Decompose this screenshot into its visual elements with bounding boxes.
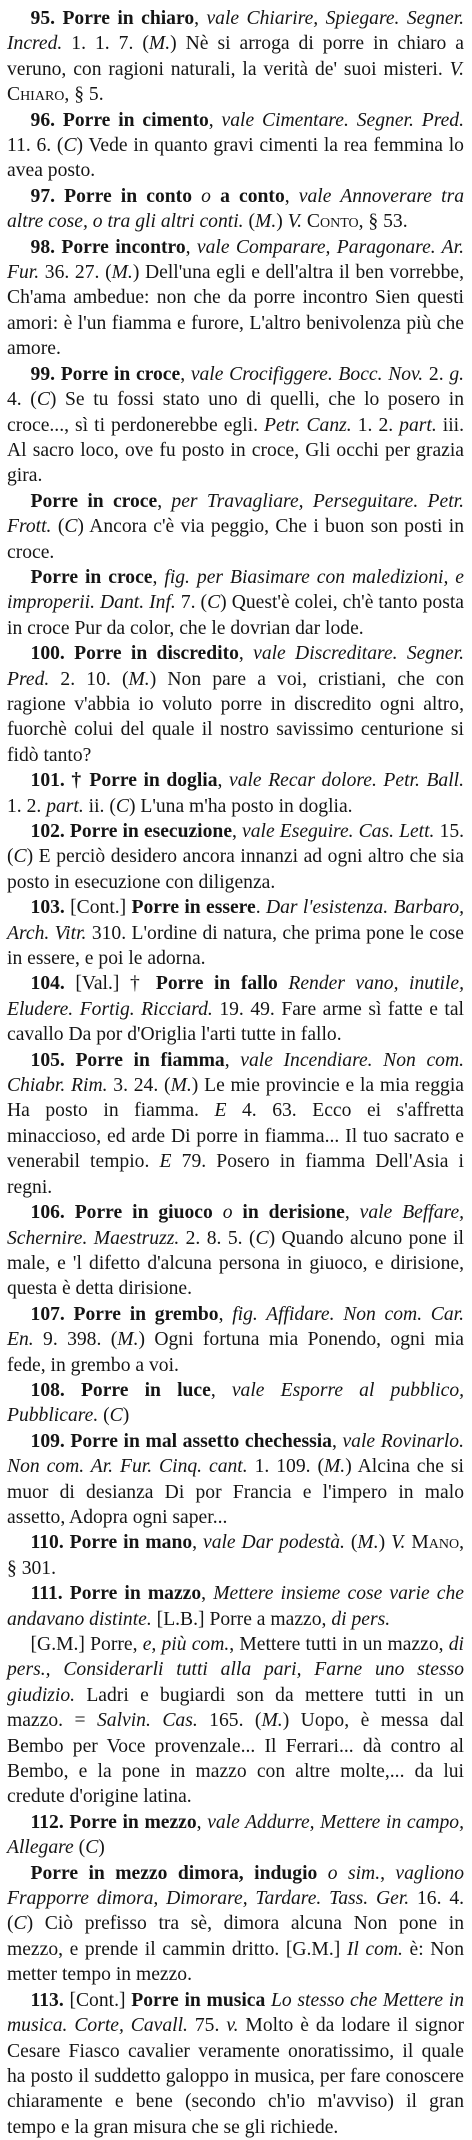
italic-text: C (85, 1837, 99, 1859)
entry-text: , (232, 821, 243, 842)
entry-number: 95. (30, 8, 63, 29)
dictionary-entry (7, 1200, 464, 1302)
entry-headword: Porre in esecuzione (69, 821, 233, 842)
italic-text: o (192, 185, 221, 207)
entry-number: 104. (30, 973, 76, 995)
italic-text: M. (261, 1710, 283, 1732)
italic-text: M. (111, 262, 133, 284)
entry-text: 1. 109. ( (247, 1456, 324, 1478)
italic-text: C (207, 592, 221, 614)
entry-headword: Porre incontro (61, 236, 186, 258)
entry-text: ) (98, 1837, 105, 1859)
entry-headword: Porre in grembo (73, 1303, 219, 1325)
entry-number: 113. (30, 1989, 70, 2011)
dictionary-entry (7, 1530, 464, 1581)
entry-text: 79. Posero in fiamma Dell'Asia i regni. (7, 1151, 464, 1198)
dictionary-entry (7, 565, 464, 641)
dictionary-entry (7, 6, 464, 108)
entry-number: 107. (30, 1303, 74, 1325)
italic-text: sim. (347, 1862, 381, 1884)
dictionary-entry (7, 819, 464, 895)
italic-text: vale Beffare, Schernire. Maestruzz. (7, 1202, 465, 1249)
entry-text: ) Ancora c'è via peggio, Che i buon son posti in croce. (7, 516, 464, 563)
entry-headword: Porre in mano (69, 1532, 193, 1554)
italic-text: C (63, 135, 77, 157)
italic-text: Salvin. Cas. (97, 1710, 198, 1732)
italic-text: Dar l'esistenza. Barbaro, Arch. Vitr. (7, 897, 465, 944)
italic-text: V. (287, 211, 303, 233)
entry-text: ) (276, 211, 288, 233)
entry-number: 96. (30, 109, 63, 131)
entry-number: 98. (30, 236, 62, 258)
entry-headword: Porre in croce (30, 566, 153, 588)
entry-text: , (192, 1532, 203, 1554)
italic-text: Il com. (346, 1938, 403, 1960)
dictionary-entry (7, 1632, 464, 1810)
entry-headword: Porre in doglia (89, 770, 218, 792)
italic-text: vale Crocifiggere. Bocc. Nov. (190, 363, 424, 385)
entry-text: 11. 6. ( (7, 135, 64, 157)
dictionary-entry (7, 895, 464, 971)
italic-text: vale Chiarire, Spiegare. Segner. Incred. (7, 8, 464, 55)
entry-headword: Porre in luce (80, 1379, 211, 1401)
entry-text: , (344, 1202, 360, 1224)
entry-number: 108. (30, 1379, 81, 1401)
entry-headword: in derisione (242, 1202, 345, 1224)
entry-headword: Porre in giuoco (74, 1202, 213, 1224)
entry-text: [Cont.] (69, 1989, 132, 2011)
dictionary-entry (7, 362, 464, 489)
italic-text: part. (46, 795, 84, 817)
entry-text: ) (378, 1532, 392, 1554)
entry-headword: Porre in essere (131, 897, 256, 919)
dictionary-entry (7, 1048, 464, 1200)
italic-text: vale Addurre, Mettere in campo, Allegare (7, 1811, 465, 1859)
italic-text: C (109, 1405, 123, 1427)
entry-headword: Porre in chiaro (62, 8, 195, 29)
entry-text: 2. 10. ( (49, 668, 129, 690)
entry-number: 100. (30, 643, 75, 665)
entry-text: , (331, 1430, 343, 1452)
entry-text: . (255, 897, 266, 919)
dictionary-entry (7, 1810, 464, 1861)
entry-text: [Cont.] (70, 897, 132, 919)
italic-text: M. (117, 1329, 139, 1351)
italic-text: vale Rovinarlo. Non com. Ar. Fur. Cinq. cant. (7, 1430, 464, 1478)
italic-text: E (159, 1151, 172, 1173)
entry-text: Molto è da lodare il signor Cesare Fiasco cavalier veramente onoratissimo, il quale ha posto il suddetto galoppo in musica, per fare conoscere chiaramente e bene (secondo ch'io m'avviso) il gran tempo e la gran misura che se gli richiede. (7, 2015, 464, 2138)
entry-text: 16. 4. ( (7, 1888, 465, 1935)
italic-text: e, più com. (142, 1634, 230, 1655)
entry-text: ( (73, 1837, 86, 1859)
entry-text: 165. ( (197, 1710, 262, 1732)
entry-text: 7. ( (175, 592, 208, 614)
italic-text: vale Eseguire. Cas. Lett. (242, 821, 435, 842)
cross-reference: Conto (302, 211, 359, 233)
entry-text: ) Ciò prefisso tra sè, dimora alcuna Non pone in mezzo, e prende il cammin dritto. [G.M.] (7, 1913, 464, 1960)
italic-text: Petr. Canz. (264, 414, 352, 436)
dictionary-entry (7, 108, 464, 184)
dictionary-entry (7, 971, 464, 1047)
entry-text: , (194, 8, 207, 29)
entry-text: 1. 2. (351, 414, 400, 436)
entry-text: 1. 2. (7, 795, 47, 817)
italic-text: C (115, 795, 129, 817)
entry-text (278, 973, 289, 994)
entry-text: , (210, 1379, 232, 1401)
italic-text: M. (128, 668, 150, 690)
italic-text: vagliono Frapporre dimora, Dimorare, Tardare. Tass. Ger. (7, 1862, 464, 1910)
entry-text: 75. (187, 2015, 227, 2037)
entry-text: ) Se tu fossi stato uno di quelli, che lo posero in croce..., sì ti perdonerebbe egli. (7, 389, 464, 436)
italic-text: Render vano, inutile, Eludere. Fortig. Ricciard. (7, 973, 464, 1020)
italic-text: v. (226, 2015, 239, 2037)
entry-text: ) Dell'una egli e dell'altra il ben vorrebbe, Ch'ama ambedue: non che da porre incontro Sien questi amori: è l'un fiamma e furore, L'altro benivolenza più che amore. (7, 262, 464, 360)
italic-text: vale Comparare, Paragonare. Ar. Fur. (7, 236, 464, 284)
entry-text: , (208, 109, 222, 131)
entry-text: ) E perciò desidero ancora innanzi ad ogni altro che sia posto in esecuzione con diligenza. (7, 846, 464, 893)
entry-text: ) Ogni fortuna mia Ponendo, ogni mia fede, in grembo a voi. (7, 1329, 464, 1376)
italic-text: vale Esporre al pubblico, Pubblicare. (7, 1379, 465, 1427)
entry-text: ) L'una m'ha posto in doglia. (128, 795, 353, 817)
entry-headword: Porre in musica (131, 1989, 266, 2011)
italic-text: fig. per Biasimare con maledizioni, e improperii. Dant. Inf. (7, 566, 465, 614)
entry-text: , (238, 643, 254, 665)
italic-text: V. (449, 58, 464, 80)
entry-number: 103. (30, 897, 71, 919)
italic-text: vale Cimentare. Segner. Pred. (221, 109, 464, 131)
entry-text: ) Non pare a voi, cristiani, che con ragione v'abbia io voluto porre in discredito ogni altro, fuorchè colui del quale il nostro savissimo centurione si fidò tanto? (7, 668, 464, 766)
entry-headword: Porre in croce (30, 490, 158, 512)
entry-number: 102. (30, 821, 70, 842)
entry-headword: Porre in fallo (155, 973, 278, 995)
italic-text: C (36, 389, 50, 411)
italic-text: o (317, 1862, 348, 1884)
entry-number: 97. (30, 185, 65, 207)
dictionary-entry (7, 1861, 464, 1988)
entry-text: ) Vede in quanto gravi cimenti la rea femmina lo avea posto. (7, 135, 464, 182)
entry-text: , § 301. (7, 1532, 464, 1579)
entry-text: 36. 27. ( (39, 262, 112, 284)
italic-text: M. (323, 1456, 346, 1478)
entry-number: 105. (30, 1049, 76, 1071)
entry-text: ( (344, 1532, 358, 1554)
entry-text: ) (122, 1405, 130, 1427)
entry-headword: Porre in cimento (62, 109, 209, 131)
entry-text: ) Quando alcuno pone il male, e 'l difetto d'alcuna persona in giuoco, e dirisione, questa è detta dirisione. (7, 1227, 464, 1300)
entry-headword: Porre in discredito (74, 643, 239, 665)
entry-text: ) Le mie provincie e la mia reggia Ha posto in fiamma. (7, 1075, 464, 1122)
italic-text: M. (170, 1075, 192, 1097)
dictionary-entry (7, 1378, 464, 1429)
dictionary-entry (7, 641, 464, 768)
entry-number: 112. (30, 1811, 70, 1833)
entry-text: , (157, 490, 172, 512)
entry-headword: Porre in mazzo (69, 1583, 202, 1605)
italic-text: o (212, 1202, 243, 1224)
italic-text: C (255, 1227, 269, 1249)
entry-number: 99. (30, 363, 61, 385)
italic-text: g. (449, 363, 465, 385)
entry-text: ( (51, 516, 65, 538)
italic-text: vale Dar podestà. (203, 1532, 345, 1554)
entry-headword: Porre in mal assetto chechessia (70, 1430, 332, 1452)
entry-text: , (196, 1811, 208, 1833)
dictionary-entry (7, 768, 464, 819)
entry-text: ) Uopo, è messa dal Bembo per Voce provenzale... Il Ferrari... dà contro al Bembo, e la pone in mazzo con altre molte,... da lui credute d'origine latina. (7, 1710, 464, 1808)
entry-headword: Porre in fiamma (75, 1049, 225, 1071)
entry-text: , Mettere tutti in un mazzo, (229, 1634, 449, 1655)
entry-text: , (152, 566, 165, 588)
dictionary-entry (7, 235, 464, 362)
entry-headword: a conto (220, 185, 285, 207)
entry-headword: Porre in conto (64, 185, 192, 207)
entry-text: 4. ( (7, 389, 37, 411)
entry-number: 109. (30, 1430, 71, 1452)
italic-text: Lo stesso che Mettere in musica. Corte, Cavall. (7, 1989, 465, 2037)
dictionary-entry (7, 489, 464, 565)
italic-text: vale Incendiare. Non com. Chiabr. Rim. (7, 1049, 465, 1097)
entry-text: 3. 24. ( (107, 1075, 171, 1097)
dictionary-entry (7, 1581, 464, 1632)
entry-text: ii. ( (83, 795, 116, 817)
entry-headword: Porre in mezzo (69, 1811, 197, 1833)
entry-number: 106. (30, 1202, 75, 1224)
entry-text: ( (243, 211, 255, 233)
entry-text: , (201, 1583, 214, 1605)
entry-text: ) Quest'è colei, ch'è tanto posta in croce Pur da color, che le dovrian dar lode. (7, 592, 464, 639)
cross-reference: Mano (405, 1532, 460, 1554)
italic-text: E (214, 1100, 227, 1122)
entry-text: ) Alcina che si muor di desianza Di por Francia e l'impero in malo assetto, Adopra ogni saper... (7, 1456, 464, 1528)
italic-text: Mettere insieme cose varie che andavano distinte. (7, 1583, 465, 1630)
entry-headword: Porre in croce (60, 363, 181, 385)
italic-text: C (64, 516, 78, 538)
dictionary-entry (7, 1302, 464, 1378)
entry-text: 4. 63. Ecco ei s'affretta minaccioso, ed arde Di porre in fiamma... Il tuo sacrato e venerabil tempio. (7, 1100, 464, 1173)
entry-text: , § 53. (358, 211, 408, 233)
entry-text: , (380, 1862, 396, 1884)
entry-text: , § 5. (64, 84, 104, 106)
entry-number: 110. (30, 1532, 70, 1554)
entry-headword: Porre in mezzo dimora, indugio (30, 1862, 318, 1884)
entry-text: 1. 1. 7. ( (62, 33, 149, 55)
italic-text: fig. Affidare. Non com. Car. En. (7, 1303, 464, 1351)
entry-number: 101. † (30, 770, 90, 792)
entry-text: , (218, 1303, 233, 1325)
dictionary-entry (7, 1988, 464, 2140)
entry-text: [G.M.] Porre, (30, 1634, 143, 1655)
entry-text: 19. 49. Fare arme sì fatte e tal cavallo Da por d'Origlia l'arti tutte in fallo. (7, 998, 464, 1046)
entry-text: [L.B.] Porre a mazzo, (151, 1608, 332, 1630)
italic-text: M. (148, 33, 171, 55)
entry-text: ( (98, 1405, 110, 1427)
entry-text: [Val.] † (75, 973, 156, 995)
italic-text: part. (399, 414, 437, 436)
cross-reference: Chiaro (7, 84, 65, 106)
entry-text: , (217, 770, 229, 792)
dictionary-entry (7, 1429, 464, 1531)
entry-text: iii. Al sacro loco, ove fu posto in croce, Gli occhi per grazia gira. (7, 414, 464, 487)
italic-text: C (13, 846, 27, 868)
entry-text: , (284, 185, 299, 207)
entry-text: Ladri e bugiardi son da mettere tutti in un mazzo. = (7, 1684, 464, 1732)
entry-text: 15. ( (7, 821, 465, 868)
entry-number: 111. (30, 1583, 70, 1605)
entry-text: 310. L'ordine di natura, che prima pone le cose in essere, e poi le adorna. (7, 922, 464, 970)
entry-text: , (180, 363, 191, 385)
italic-text: vale Annoverare tra altre cose, o tra gli altri conti. (7, 185, 464, 233)
entry-text: 2. 8. 5. ( (179, 1227, 256, 1249)
italic-text: di pers., Considerarli tutti alla pari, Farne uno stesso giudizio. (7, 1634, 464, 1706)
italic-text: di pers. (331, 1608, 391, 1630)
entry-text: è: Non metter tempo in mezzo. (7, 1938, 464, 1986)
italic-text: C (13, 1913, 27, 1935)
italic-text: M. (255, 211, 277, 233)
entry-text: 2. (423, 363, 450, 385)
entry-text: ) Nè si arroga di porre in chiaro a veruno, con ragioni naturali, la verità de' suoi misteri. (7, 33, 464, 80)
italic-text: per Travagliare, Perseguitare. Petr. Frott. (7, 490, 464, 538)
entry-text: , (185, 236, 197, 258)
italic-text: M. (357, 1532, 379, 1554)
dictionary-entry (7, 184, 464, 235)
italic-text: vale Discreditare. Segner. Pred. (7, 643, 464, 690)
italic-text: V. (391, 1532, 406, 1554)
entry-text: , (224, 1049, 241, 1071)
italic-text: vale Recar dolore. Petr. Ball. (229, 770, 464, 792)
entry-text: 9. 398. ( (33, 1329, 118, 1351)
